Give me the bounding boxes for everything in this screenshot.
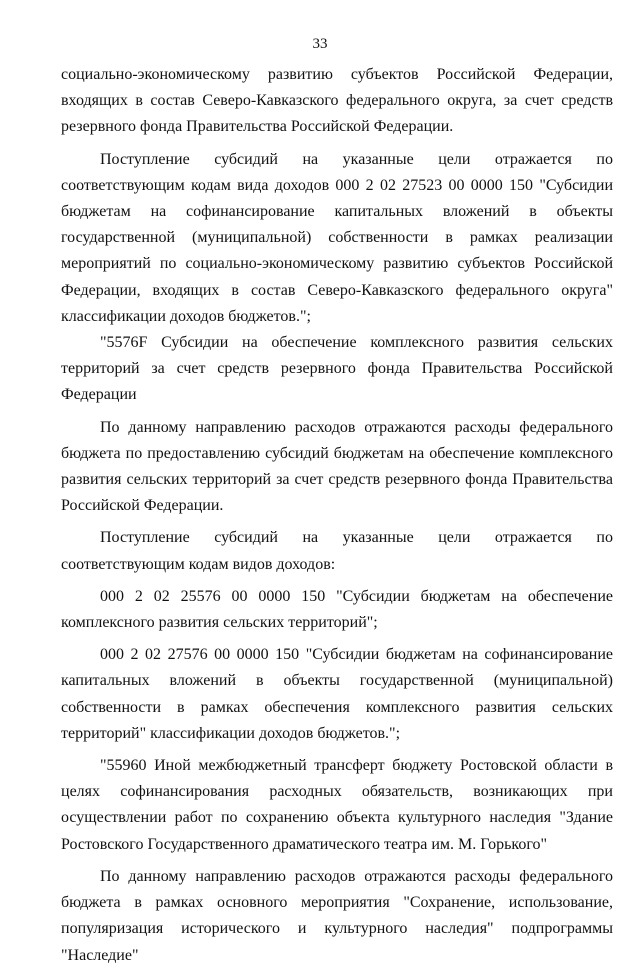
paragraph: "55960 Иной межбюджетный трансферт бюджету Ростовской области в целях софинансирования расходных обязательств, возникающих при осуществлении работ по сохранению объекта культурного наследия "Здание Ростовского Государственного драматического театра им. М. Горького" — [61, 757, 613, 853]
paragraph: 000 2 02 25576 00 0000 150 "Субсидии бюджетам на обеспечение комплексного развития сельских территорий"; — [61, 587, 613, 632]
paragraph: 000 2 02 27576 00 0000 150 "Субсидии бюджетам на софинансирование капитальных вложений в объекты государственной (муниципальной) собственности в рамках обеспечения комплексного развития сельских территорий" классификации доходов бюджетов."; — [61, 646, 613, 742]
page-number: 33 — [312, 36, 328, 52]
paragraph: Поступление субсидий на указанные цели отражается по соответствующим кодам видов доходов: — [61, 529, 613, 573]
paragraph: По данному направлению расходов отражаются расходы федерального бюджета по предоставлению субсидий бюджетам на обеспечение комплексного развития сельских территорий за счет средств резервного фонда Правительства Российской Федерации. — [61, 418, 613, 515]
document-body — [61, 62, 613, 969]
paragraph: "5576F Субсидии на обеспечение комплексного развития сельских территорий за счет средств резервного фонда Правительства Российской Федерации — [61, 334, 613, 404]
paragraph: Поступление субсидий на указанные цели отражается по соответствующим кодам вида доходов 000 2 02 27523 00 0000 150 "Субсидии бюджетам на софинансирование капитальных вложений в объекты государственной (муниципальной) собственности в рамках реализации мероприятий по социально-экономическому развитию субъектов Российской Федерации, входящих в состав Северо-Кавказского федерального округа" классификации доходов бюджетов."; — [61, 150, 613, 325]
paragraph: По данному направлению расходов отражаются расходы федерального бюджета в рамках основного мероприятия "Сохранение, использование, популяризация исторического и культурного наследия" подпрограммы "Наследие" — [61, 867, 613, 964]
paragraph: социально-экономическому развитию субъектов Российской Федерации, входящих в состав Северо-Кавказского федерального округа, за счет средств резервного фонда Правительства Российской Федерации. — [61, 66, 613, 136]
